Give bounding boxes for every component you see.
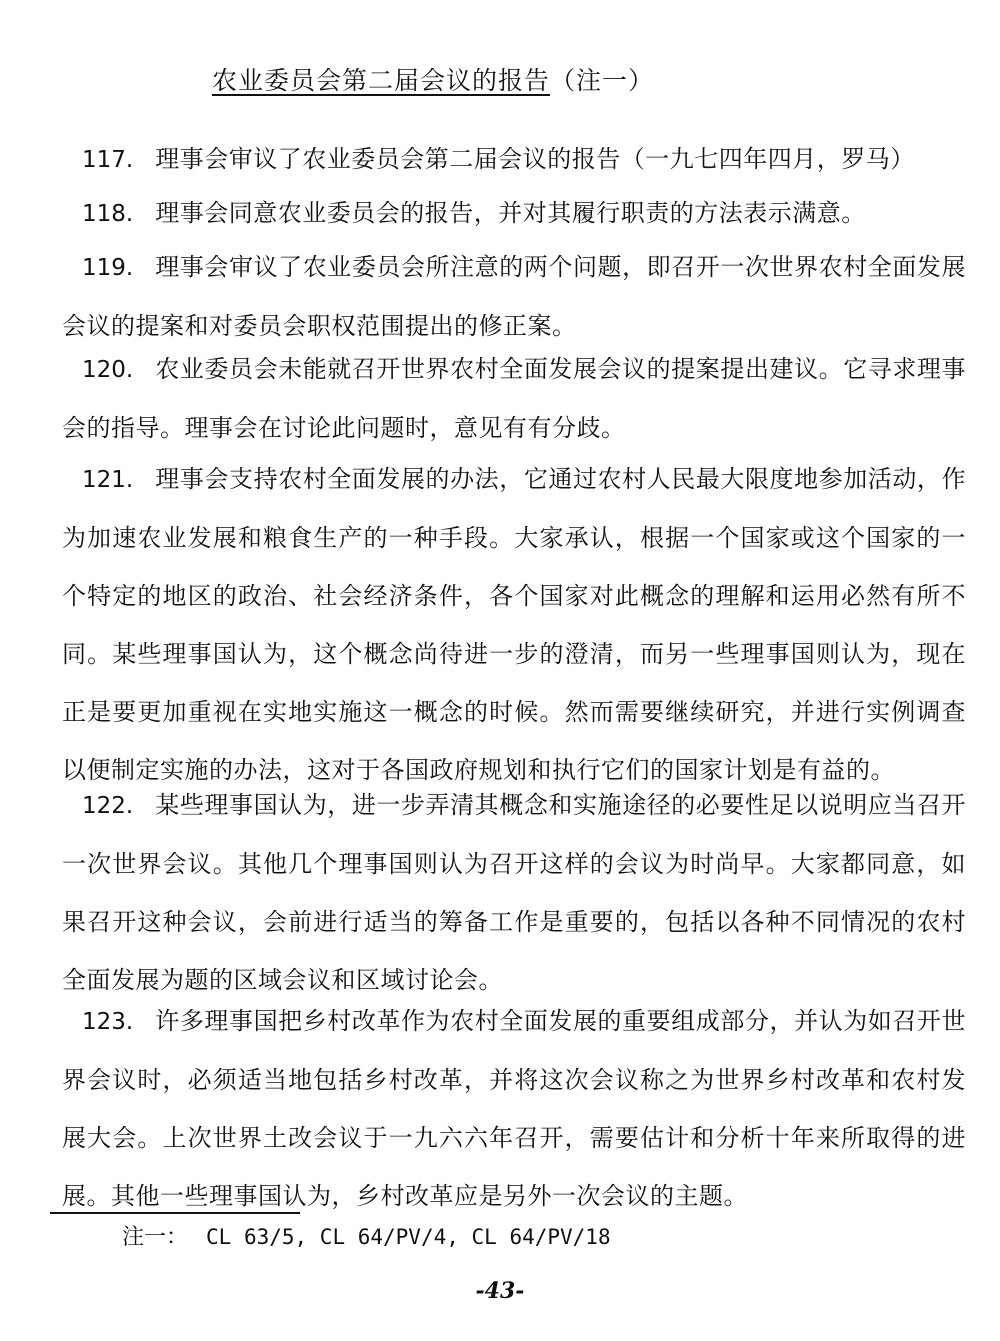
paragraph-text: 农业委员会未能就召开世界农村全面发展会议的提案提出建议。它寻求理事会的指导。理事会在讨论此问题时，意见有有分歧。 (62, 355, 966, 442)
paragraph-number: 118. (82, 201, 134, 227)
footnote-references: CL 63/5, CL 64/PV/4, CL 64/PV/18 (206, 1225, 611, 1249)
paragraph-number: 123. (82, 1009, 134, 1035)
paragraph-122 (62, 776, 966, 1009)
paragraph-text: 某些理事国认为，进一步弄清其概念和实施途径的必要性足以说明应当召开一次世界会议。其他几个理事国则认为召开这样的会议为时尚早。大家都同意，如果召开这种会议，会前进行适当的筹备工作是重要的，包括以各种不同情况的农村全面发展为题的区域会议和区域讨论会。 (62, 791, 966, 994)
paragraph-121 (62, 450, 966, 799)
paragraph-120 (62, 340, 966, 457)
paragraph-number: 120. (82, 357, 134, 383)
report-title (212, 64, 654, 98)
footnote (122, 1222, 611, 1253)
paragraph-text: 理事会同意农业委员会的报告，并对其履行职责的方法表示满意。 (155, 199, 866, 227)
paragraph-number: 122. (82, 793, 134, 819)
paragraph-text: 许多理事国把乡村改革作为农村全面发展的重要组成部分，并认为如召开世界会议时，必须适当地包括乡村改革，并将这次会议称之为世界乡村改革和农村发展大会。上次世界土改会议于一九六六年召开，需要估计和分析十年来所取得的进展。其他一些理事国认为，乡村改革应是另外一次会议的主题。 (62, 1007, 966, 1210)
footnote-divider (50, 1212, 300, 1214)
paragraph-119 (62, 238, 966, 355)
paragraph-number: 121. (82, 467, 134, 493)
paragraph-number: 117. (82, 147, 134, 173)
paragraph-text: 理事会审议了农业委员会所注意的两个问题，即召开一次世界农村全面发展会议的提案和对委员会职权范围提出的修正案。 (62, 253, 966, 340)
paragraph-text: 理事会支持农村全面发展的办法，它通过农村人民最大限度地参加活动，作为加速农业发展和粮食生产的一种手段。大家承认，根据一个国家或这个国家的一个特定的地区的政治、社会经济条件，各个国家对此概念的理解和运用必然有所不同。某些理事国认为，这个概念尚待进一步的澄清，而另一些理事国则认为，现在正是要更加重视在实地实施这一概念的时候。然而需要继续研究，并进行实例调查以便制定实施的办法，这对于各国政府规划和执行它们的国家计划是有益的。 (62, 465, 966, 784)
paragraph-118 (62, 184, 966, 243)
paragraph-117 (62, 130, 966, 189)
report-title-main: 农业委员会第二届会议的报告 (212, 66, 551, 95)
footnote-label: 注一： (122, 1225, 189, 1250)
paragraph-123 (62, 992, 966, 1225)
page-number: -43- (475, 1278, 525, 1304)
report-title-note: （注一） (550, 66, 655, 95)
paragraph-number: 119. (82, 255, 134, 281)
paragraph-text: 理事会审议了农业委员会第二届会议的报告（一九七四年四月，罗马） (155, 145, 915, 173)
